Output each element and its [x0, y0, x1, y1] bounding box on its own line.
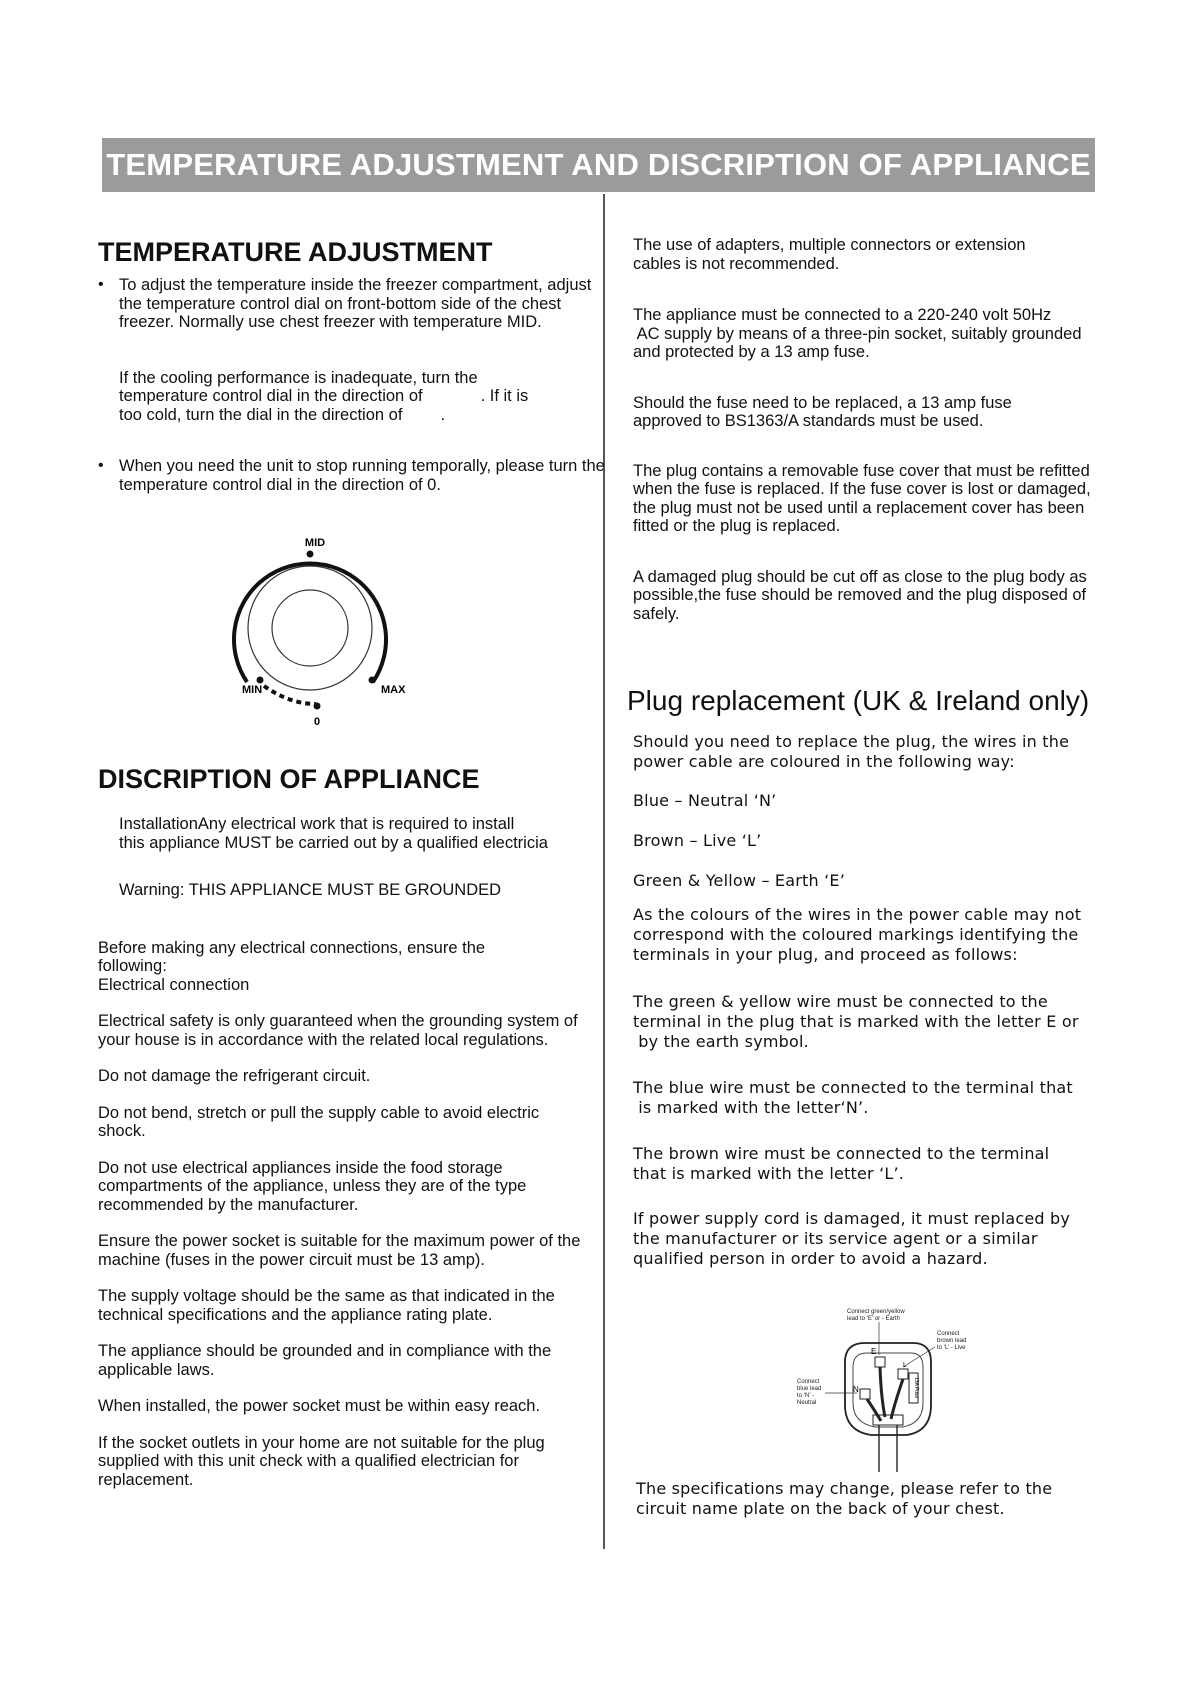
- earth-label-line-1: Connect green/yellow: [847, 1309, 905, 1315]
- green-rule-line-2: terminal in the plug that is marked with the letter E or: [633, 1012, 1079, 1031]
- green-rule-paragraph: [633, 992, 1093, 1052]
- plug-inner-outline: [853, 1353, 923, 1427]
- easy-reach-paragraph: When installed, the power socket must be within easy reach.: [98, 1397, 541, 1415]
- dial-outer-ring: [248, 566, 372, 690]
- dial-label-mid: MID: [304, 537, 326, 549]
- blue-rule-line-2: is marked with the letter‘N’.: [633, 1098, 869, 1117]
- terminal-live: [898, 1369, 908, 1379]
- blue-rule-paragraph: [633, 1078, 1093, 1118]
- fuse-paragraph: Should the fuse need to be replaced, a 13 amp fuse approved to BS1363/A standards must be used.: [633, 393, 1012, 430]
- terminal-n-letter: N: [853, 1385, 859, 1394]
- cooling-line-3b: .: [440, 405, 446, 424]
- terminal-neutral: [860, 1389, 870, 1399]
- right-column: [633, 236, 1123, 623]
- wire-blue: Blue – Neutral ‘N’: [633, 791, 777, 810]
- column-divider: [603, 194, 605, 1549]
- dial-max-marker: [369, 677, 376, 684]
- dial-min-marker: [257, 677, 264, 684]
- cooling-line-3a: too cold, turn the dial in the direction of: [119, 405, 403, 424]
- neutral-label-line-2: blue lead: [797, 1386, 822, 1392]
- dial-knob: [272, 590, 348, 666]
- temperature-dial-diagram: [220, 532, 420, 732]
- temp-instruction-bullet-1: • To adjust the temperature inside the freezer compartment, adjust the temperature control dial on front-bottom side of the chest freezer. Normally use chest freezer with temperature MID.: [98, 276, 615, 332]
- installation-paragraph: [98, 815, 598, 852]
- neutral-label-line-1: Connect: [797, 1379, 820, 1385]
- left-column: [98, 236, 605, 494]
- green-rule-line-3: by the earth symbol.: [633, 1032, 809, 1051]
- plug-wiring-diagram: [795, 1307, 980, 1472]
- supply-line-2: AC supply by means of a three-pin socket, suitably grounded: [633, 324, 1082, 343]
- neutral-label-line-3: to ‘N’ -: [797, 1393, 815, 1399]
- damaged-plug-paragraph: A damaged plug should be cut off as close to the plug body as possible,the fuse should be removed and the plug disposed of safely.: [633, 567, 1087, 623]
- electrical-appliances-paragraph: Do not use electrical appliances inside the food storage compartments of the appliance, unless they are of the type recommended by the manufacturer.: [98, 1158, 527, 1214]
- live-wire: [891, 1379, 903, 1419]
- brown-rule-paragraph: The brown wire must be connected to the terminal that is marked with the letter ‘L’.: [633, 1144, 1050, 1183]
- fuse-cover-paragraph: The plug contains a removable fuse cover that must be refitted when the fuse is replaced. If the fuse cover is lost or damaged, the plug must not be used until a replacement cover has been fitted or the plug is replaced.: [633, 461, 1091, 535]
- terminal-e-letter: E: [871, 1347, 877, 1356]
- installation-line-2: this appliance MUST be carried out by a qualified electricia: [119, 833, 548, 852]
- dial-label-zero: 0: [313, 716, 321, 728]
- live-label-line-3: to ‘L’ - Live: [937, 1345, 966, 1351]
- page-banner: TEMPERATURE ADJUSTMENT AND DISCRIPTION OF APPLIANCE: [102, 138, 1095, 192]
- before-line-1: Before making any electrical connections, ensure the: [98, 938, 486, 957]
- cooling-performance-paragraph: [98, 369, 598, 425]
- cooling-line-1: If the cooling performance is inadequate, turn the: [119, 368, 478, 387]
- socket-outlets-paragraph: If the socket outlets in your home are not suitable for the plug supplied with this unit check with a qualified electrician for replacement.: [98, 1433, 545, 1489]
- fuse-label: 13A Fuse: [913, 1377, 919, 1399]
- before-line-3: Electrical connection: [98, 975, 250, 994]
- dial-range-arc: [234, 563, 386, 682]
- dial-label-max: MAX: [381, 684, 406, 696]
- refrigerant-paragraph: Do not damage the refrigerant circuit.: [98, 1067, 371, 1085]
- live-label-line-2: brown lead: [937, 1338, 967, 1344]
- cooling-line-3: [119, 406, 598, 425]
- cooling-line-2: [119, 387, 598, 406]
- supply-voltage-paragraph: The supply voltage should be the same as that indicated in the technical specifications and the appliance rating plate.: [98, 1287, 555, 1324]
- colours-note-paragraph: As the colours of the wires in the power cable may not correspond with the coloured markings identifying the terminals in your plug, and proceed as follows:: [633, 905, 1082, 964]
- specifications-section: [636, 1479, 1096, 1519]
- before-connecting-paragraph: [98, 939, 598, 995]
- installation-line-1: InstallationAny electrical work that is required to install: [119, 815, 515, 833]
- wire-colours-section: [633, 732, 1093, 1269]
- cooling-line-2a: temperature control dial in the direction of: [119, 387, 423, 405]
- neutral-wire: [867, 1399, 881, 1421]
- dial-mid-marker: [307, 551, 314, 558]
- grounded-paragraph: The appliance should be grounded and in compliance with the applicable laws.: [98, 1342, 552, 1379]
- cooling-line-2b: . If it is: [480, 387, 529, 405]
- supply-paragraph: [633, 306, 1123, 362]
- wires-intro-paragraph: Should you need to replace the plug, the wires in the power cable are coloured in the following way:: [633, 732, 1070, 771]
- live-label-line-1: Connect: [937, 1331, 960, 1337]
- dial-label-min: MIN: [242, 684, 263, 696]
- dial-zero-marker: [314, 703, 321, 710]
- left-column-lower: [98, 763, 598, 1489]
- temperature-adjustment-heading: TEMPERATURE ADJUSTMENT: [98, 237, 493, 267]
- before-line-2: following:: [98, 957, 167, 975]
- terminal-l-letter: L: [903, 1362, 907, 1369]
- cord-damaged-paragraph: If power supply cord is damaged, it must replaced by the manufacturer or its service agent or a similar qualified person in order to avoid a hazard.: [633, 1209, 1071, 1268]
- plug-replacement-section: [627, 684, 1117, 718]
- earth-wire: [880, 1367, 885, 1417]
- earth-label-line-2: lead to ‘E’ or - Earth: [847, 1316, 900, 1322]
- electrical-safety-paragraph: Electrical safety is only guaranteed when the grounding system of your house is in accordance with the related local regulations.: [98, 1012, 578, 1049]
- specifications-paragraph: The specifications may change, please refer to the circuit name plate on the back of your chest.: [636, 1479, 1053, 1518]
- description-heading: DISCRIPTION OF APPLIANCE: [98, 764, 480, 794]
- adapters-paragraph: The use of adapters, multiple connectors or extension cables is not recommended.: [633, 236, 1026, 273]
- neutral-label-line-4: Neutral: [797, 1400, 817, 1406]
- plug-replacement-heading: Plug replacement (UK & Ireland only): [627, 685, 1090, 716]
- supply-line-1: The appliance must be connected to a 220-240 volt 50Hz: [633, 306, 1052, 324]
- dial-off-path: [264, 686, 316, 704]
- green-rule-line-1: The green & yellow wire must be connected to the: [633, 992, 1048, 1011]
- power-socket-paragraph: Ensure the power socket is suitable for the maximum power of the machine (fuses in the power circuit must be 13 amp).: [98, 1232, 581, 1269]
- grounding-warning: Warning: THIS APPLIANCE MUST BE GROUNDED: [119, 881, 502, 899]
- wire-brown: Brown – Live ‘L’: [633, 831, 762, 850]
- wire-green-yellow: Green & Yellow – Earth ‘E’: [633, 871, 846, 890]
- supply-cable-paragraph: Do not bend, stretch or pull the supply cable to avoid electric shock.: [98, 1103, 540, 1140]
- temp-instruction-bullet-2: • When you need the unit to stop running temporally, please turn the temperature control dial in the direction of 0.: [98, 457, 615, 494]
- terminal-earth: [875, 1357, 885, 1367]
- supply-line-3: and protected by a 13 amp fuse.: [633, 343, 870, 361]
- blue-rule-line-1: The blue wire must be connected to the terminal that: [633, 1078, 1073, 1097]
